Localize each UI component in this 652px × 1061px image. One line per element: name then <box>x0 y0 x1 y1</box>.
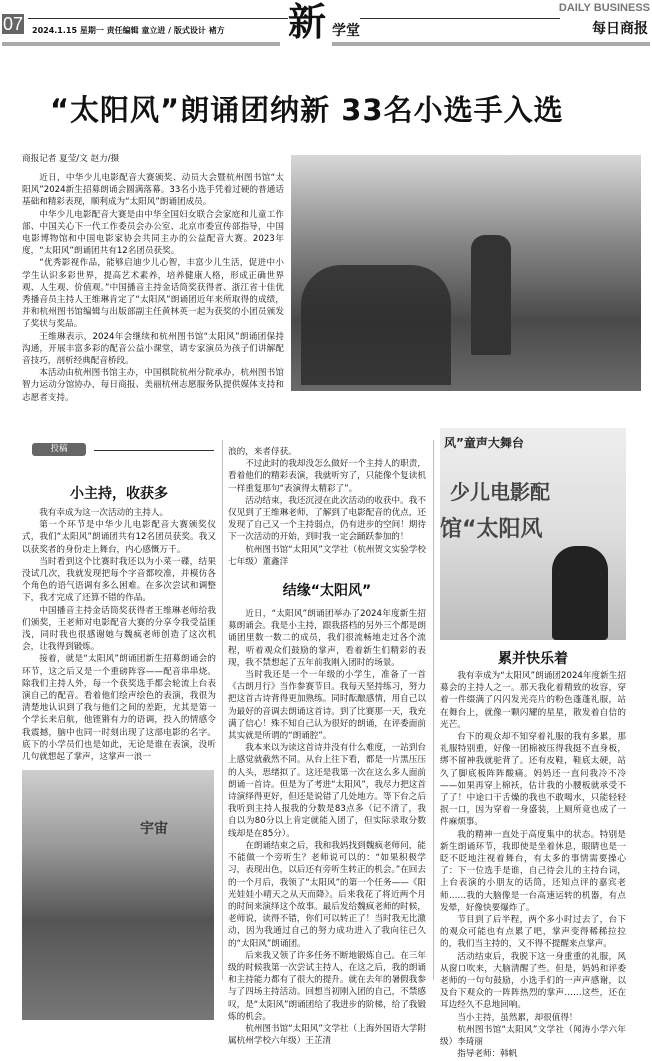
article-body <box>440 670 626 1061</box>
byline: 商报记者 夏莹/文 赵力/摄 <box>22 154 120 164</box>
column-divider <box>222 440 223 980</box>
paragraph: 本活动由杭州图书馆主办，中国棋院杭州分院承办，杭州图书馆智力运动分馆协办，每日商报、美丽杭州志愿服务队提供媒体支持和志愿者支持。 <box>22 368 284 403</box>
event-photo-audience <box>22 770 214 1020</box>
main-article-body <box>22 172 284 404</box>
paragraph: “优秀影视作品，能够启迪少儿心智，丰富少儿生活，促进中小学生认识多彩世界，提高艺术素养，培养健康人格，形成正确世界观、人生观、价值观。”中国播音主持金话筒奖获得者、浙江省十佳优秀播音员主持人王维琳肯定了“太阳风”朗诵团近年来所取得的成绩，并和杭州图书馆编辑与出版部副主任黄林英一起为获奖的小团员颁发了奖状与奖品。 <box>22 258 284 330</box>
host-photo <box>440 428 626 640</box>
author-signature: 杭州图书馆“太阳风”文学社（上海外国语大学附属杭州学校六年级）王芷清 <box>228 1023 426 1047</box>
photo-figure <box>471 235 511 355</box>
paragraph: 我本来以为读这首诗并没有什么难度，一站到台上感觉就截然不同。从台上往下看，都是一片黑压压的人头，思绪拟了。这还是我第一次在这么多人面前朗诵一首诗。但是为了考进“太阳风”，我尽力把这首诗演绎得更好，但还是说错了几处地方。等下台之后我听到主持人报我的分数是83点多（记不清了，我自以为80分以上肯定就能入团了，但实际录取分数线却是在85分）。 <box>228 743 426 839</box>
photo-banner-text: 宇宙 <box>140 821 168 837</box>
column-divider <box>433 440 434 980</box>
paragraph: 节目到了后半程，两个多小时过去了，台下的观众可能也有点累了吧，掌声变得稀稀拉拉的，我们当主持的，又不得不提醒来点掌声。 <box>440 915 626 950</box>
dateline: 2024.1.15 星期一 责任编辑 童立进 / 版式设计 褚方 <box>32 26 225 35</box>
paper-name-en: DAILY BUSINESS <box>558 2 650 14</box>
article-title: 结缘“太阳风” <box>282 583 372 600</box>
paragraph: 我的精神一直处于高度集中的状态。特别是新生朗诵环节，我即使是坐着休息，眼睛也是一眨不眨地注视着舞台，有太多的事情需要操心了：下一位选手是谁，自己待会儿的主持台词，上台表演的小朋友的话筒，还知点评的嘉宾老师……我的大脑像是一台高速运转的机器，有点发晕，好像快要爆炸了。 <box>440 829 626 913</box>
paragraph: 当时我还是一个一年级的小学生，准备了一首《古朗月行》当作参赛节目。我每天坚持练习，努力把这首古诗背得更加熟练。同时酝酿感情，用自己以为最好的音调去朗诵这首诗。到了比赛那一天，我充满了信心！殊不知自己认为很好的朗诵，在评委面前其实就是所谓的“朗诵腔”。 <box>228 670 426 742</box>
paragraph: 中华少儿电影配音大赛是由中华全国妇女联合会家庭和儿童工作部、中国关心下一代工作委员会办公室、北京市委宣传部指导，中国电影博物馆和中国电影家协会共同主办的公益配音大赛。2023年度，“太阳风”朗诵团共有12名团员获奖。 <box>22 209 284 257</box>
page-number: 07 <box>2 14 24 34</box>
photo-banner-text: 馆“太阳风 <box>440 517 543 542</box>
paper-name-cn: 每日商报 <box>592 21 648 37</box>
contribution-tag: 投稿 <box>32 443 86 456</box>
header-bar <box>2 42 280 46</box>
paragraph: 当小主持，虽然累，却很值得！ <box>457 1012 578 1023</box>
photo-crowd <box>301 265 451 385</box>
paragraph: 第一个环节是中华少儿电影配音大赛颁奖仪式，我们“太阳风”朗诵团共有12名团员获奖。我又以获奖者的身份走上舞台，内心感慨万千。 <box>22 520 216 555</box>
tag-rule <box>94 450 214 451</box>
author-signature: 杭州图书馆“太阳风”文学社（杭州贺文实验学校七年级）董鑫洋 <box>228 544 426 567</box>
paragraph: 活动结束后，我脱下这一身重重的礼服，风从窗口吹来，大脑清醒了些。但是，妈妈和评委老师的一句句鼓励，小选手们的一声声感谢，以及台下观众的一阵阵热烈的掌声……这些，还在耳边经久不息地回响。 <box>440 951 626 1011</box>
paragraph: 活动结束，我还沉浸在此次活动的收获中。我不仅见到了王维琳老师，了解到了电影配音的优点，还发现了自己又一个主持弱点，仍有进步的空间！期待下一次活动的开始，到时我一定会踊跃参加的！ <box>228 495 426 543</box>
headline: “太阳风”朗诵团纳新 33名小选手入选 <box>50 93 564 127</box>
photo-banner-text: 少儿电影配 <box>450 480 550 504</box>
paragraph: 浪的，来者俘获。 <box>228 447 297 457</box>
article-body <box>228 446 426 1047</box>
paragraph: 在朗诵结束之后，我和我妈找到魏疯老师问，能不能做一个旁听生？老师说可以的：“如果积极学习，表现出色，以后还有旁听生转正的机会。”在回去的一个月后，我领了“太阳风”的第一个任务——《阳光娃娃小晴天之从天而降》。后来我花了将近两个月的时间来演绎这个故事。最后发给魏疯老师的时候，老师说，读得不错，你们可以转正了！当时我无比激动，因为我通过自己的努力成功进入了我向往已久的“太阳风”朗诵团。 <box>228 840 426 949</box>
section-name: 学堂 <box>332 23 360 39</box>
paragraph: 当时看到这个比赛时我还以为小菜一碟，结果没试几次，我就发现把每个字音都咬准，并模仿各个角色的语气语调有多么困难。在多次尝试和调整下，我才完成了还算不错的作品。 <box>22 556 216 604</box>
paragraph: 近日，中华少儿电影配音大赛颁奖、动员大会暨杭州图书馆“太阳风”2024新生招募朗诵会圆满落幕。33名小选手凭着过硬的普通话基础和精彩表现，顺利成为“太阳风”朗诵团成员。 <box>22 173 284 208</box>
photo-banner-text: 风”童声大舞台 <box>444 436 524 450</box>
paragraph: 不过此时的我却没怎么做好一个主持人的职责，看着他们的精彩表演，我就听穷了，只能像个复读机一样重复那句“表演得太精彩了”。 <box>228 459 426 494</box>
photo-host-figure <box>552 546 608 640</box>
teacher-credit: 指导老师：韩帆 <box>457 1049 518 1060</box>
author-signature: 杭州图书馆“太阳风”文学社（闻涛小学六年级）李琦丽 <box>440 1024 626 1048</box>
paragraph: 后来我又领了许多任务不断地锻炼自己。在三年级的时候我第一次尝试主持人，在这之后，我的朗诵和主持能力都有了很大的提升。就在去年的暑假我参与了四场主持活动。回想当初刚入团的自己，不禁感叹，是“太阳风”朗诵团给了我进步的阶梯，给了我锻炼的机会。 <box>228 950 426 1022</box>
paragraph: 我有幸成为“太阳风”朗诵团2024年度新生招募会的主持人之一。那天我化着精致的妆容，穿着一件缀满了闪闪发光亮片的粉色蓬蓬礼服，站在舞台上，就像一颗闪耀的星星，散发着自信的光芒。 <box>440 671 626 730</box>
section-logo: 新 <box>288 0 327 44</box>
article-body <box>22 507 216 763</box>
paragraph: 近日，“太阳风”朗诵团举办了2024年度新生招募朗诵会。我是小主持，跟我搭档的另外三个都是朗诵团里数一数二的成员，我们很流畅地走过各个流程，听着观众们鼓励的掌声，看着新生们精彩的表现，我不禁想起了五年前我刚入团时的场景。 <box>228 609 426 668</box>
paragraph: 台下的观众却不知穿着礼服的我有多累，那礼服特别重，好像一团棉被压得我挺不直身板，绑不留神我就驼背了。还有皮鞋，鞋底太硬，站久了脚底板阵阵酸痛。妈妈还一直问我冷不冷——如果再穿上棉袄，估计我的小腰板就承受不了了！中途口干舌燥的我也不敢喝水，只能轻轻抿一口，因为穿着一身盛装，上厕所竟也成了一件麻烦事。 <box>440 732 626 828</box>
article-title: 累并快乐着 <box>498 651 568 667</box>
paragraph: 王维琳表示，2024年会继续和杭州图书馆“太阳风”朗诵团保持沟通，开展丰富多彩的配音公益小课堂，请专家演员为孩子们讲解配音技巧，剖析经典配音桥段。 <box>22 331 284 367</box>
header-rule <box>28 18 288 19</box>
paragraph: 中国播音主持金话筒奖获得者王维琳老师给我们颁奖，王老师对电影配音大赛的分享令我受益匪浅，同时我也很感谢她与魏疯老师创造了这次机会，让我得到锻炼。 <box>22 605 216 653</box>
article-title: 小主持，收获多 <box>70 486 168 502</box>
event-photo-children <box>291 155 641 391</box>
header-rule <box>360 18 560 19</box>
paragraph: 我有幸成为这一次活动的主持人。 <box>39 508 169 518</box>
paragraph: 接着，就是“太阳风”朗诵团新生招募朗诵会的环节，这之后又是一个重磅阵容——配音串串烧。除我们主持人外，每一个获奖选手都会轮流上台表演自己的配音。看着他们绘声绘色的表演，我很为清楚地认识到了我与他们之间的差距，尤其是第一个学长来启航，他铿锵有力的语调，投入的情感令我震撼，脑中也同一时刻出现了这部电影的名字。底下的小学员们也是如此，无论是谁在表演，没听几句就想起了掌声，这掌声一浪一 <box>22 654 216 763</box>
header-bar <box>332 42 650 46</box>
